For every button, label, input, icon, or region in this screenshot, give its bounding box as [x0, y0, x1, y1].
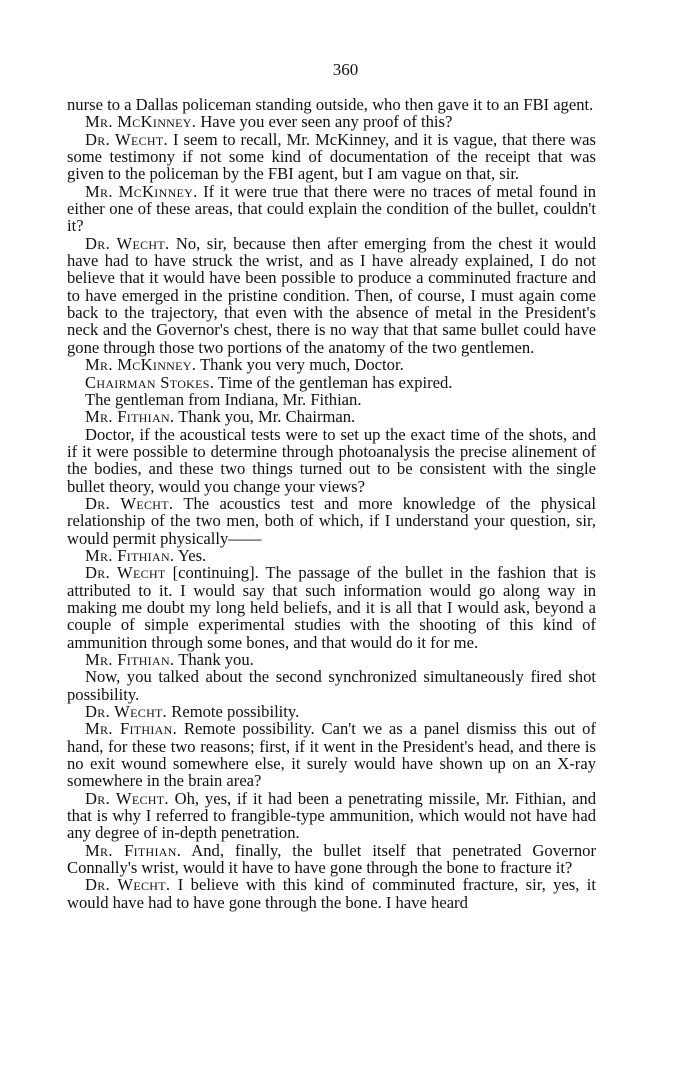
paragraph-text: Thank you very much, Doctor.	[200, 355, 404, 375]
paragraph	[67, 426, 596, 495]
paragraph	[67, 651, 596, 668]
speaker-name: Dr. Wecht.	[85, 233, 170, 253]
paragraph-text: If it were true that there were no traces of metal found in either one of these areas, that could explain the condition of the bullet, couldn't it?	[67, 181, 596, 236]
speaker-name: Mr. McKinney.	[85, 355, 197, 375]
paragraph	[67, 113, 596, 130]
paragraph	[67, 391, 596, 408]
paragraph-text: [continuing]. The passage of the bullet in the fashion that is attributed to it. I would say that such information would go along way in making me doubt my long held beliefs, and it is all that I would ask, beyond a couple of simple experimental studies with the shooting of this kind of ammunition through some bones, and that would do it for me.	[67, 563, 596, 652]
paragraph	[67, 356, 596, 373]
paragraph-text: Now, you talked about the second synchronized simultaneously fired shot possibility.	[67, 667, 596, 704]
paragraph-text: No, sir, because then after emerging from the chest it would have had to have struck the wrist, and as I have already explained, I do not believe that it would have been possible to produce a comminuted fracture and to have emerged in the pristine condition. Then, of course, I must again come back to the trajectory, that even with the absence of metal in the President's neck and the Governor's chest, there is no way that that same bullet could have gone through those two portions of the anatomy of the two gentlemen.	[67, 233, 596, 357]
speaker-name: Mr. Fithian.	[85, 719, 178, 739]
paragraph-text: Remote possibility.	[171, 702, 300, 722]
speaker-name: Dr. Wecht	[85, 563, 166, 583]
paragraph-text: And, finally, the bullet itself that penetrated Governor Connally's wrist, would it have to have gone through the bone to fracture it?	[67, 840, 596, 878]
paragraph-text: The acoustics test and more knowledge of the physical relationship of the two men, both of which, if I understand your question, sir, would permit physically——	[67, 493, 596, 548]
paragraph	[67, 495, 596, 547]
speaker-name: Dr. Wecht.	[85, 129, 168, 149]
paragraph-text: Thank you, Mr. Chairman.	[178, 407, 356, 427]
speaker-name: Mr. McKinney.	[85, 181, 198, 201]
paragraph-text: Yes.	[177, 545, 207, 565]
speaker-name: Mr. Fithian.	[85, 407, 175, 427]
paragraph	[67, 547, 596, 564]
speaker-name: Mr. Fithian.	[85, 650, 175, 669]
transcript-body	[67, 96, 596, 911]
paragraph-text: Thank you.	[178, 650, 254, 669]
paragraph-text: Doctor, if the acoustical tests were to set up the exact time of the shots, and if it were possible to determine through photoanalysis the precise alinement of the bodies, and these two things turned out to be consistent with the single bullet theory, would you change your views?	[67, 424, 596, 496]
page-number: 360	[332, 60, 359, 79]
paragraph-text: Time of the gentleman has expired.	[218, 372, 453, 392]
paragraph-text: Have you ever seen any proof of this?	[200, 112, 453, 132]
paragraph	[67, 564, 596, 651]
paragraph-text: Oh, yes, if it had been a penetrating missile, Mr. Fithian, and that is why I referred to frangible-type ammunition, which would not have had any degree of in-depth penetration.	[67, 788, 596, 843]
speaker-name: Dr. Wecht.	[85, 788, 169, 808]
paragraph-text: I believe with this kind of comminuted fracture, sir, yes, it would have had to have gone through the bone. I have heard	[67, 875, 597, 912]
paragraph	[67, 876, 596, 911]
paragraph-text: I seem to recall, Mr. McKinney, and it is vague, that there was some testimony if not some kind of documentation of the receipt that was given to the policeman by the FBI agent, but I am vague on that, sir.	[67, 129, 596, 184]
paragraph	[67, 703, 596, 720]
paragraph	[67, 790, 596, 842]
speaker-name: Dr. Wecht.	[85, 702, 168, 722]
paragraph	[67, 183, 596, 235]
speaker-name: Chairman Stokes.	[85, 372, 215, 392]
paragraph	[67, 668, 596, 703]
paragraph	[67, 374, 596, 391]
speaker-name: Mr. McKinney.	[85, 112, 197, 132]
speaker-name: Dr. Wecht.	[85, 493, 174, 513]
paragraph	[67, 235, 596, 356]
paragraph	[67, 720, 596, 789]
speaker-name: Mr. Fithian.	[85, 840, 182, 860]
paragraph	[67, 131, 596, 183]
paragraph	[67, 842, 596, 877]
paragraph	[67, 408, 596, 425]
speaker-name: Mr. Fithian.	[85, 545, 175, 565]
paragraph-text: Remote possibility. Can't we as a panel dismiss this out of hand, for these two reasons; first, if it went in the President's head, and there is no exit wound somewhere else, it surely would have shown up on an X-ray somewhere in the brain area?	[67, 719, 597, 791]
paragraph-text: The gentleman from Indiana, Mr. Fithian.	[85, 389, 362, 409]
paragraph-text: nurse to a Dallas policeman standing outside, who then gave it to an FBI agent.	[67, 95, 594, 114]
paragraph	[67, 96, 596, 113]
speaker-name: Dr. Wecht.	[85, 875, 171, 895]
